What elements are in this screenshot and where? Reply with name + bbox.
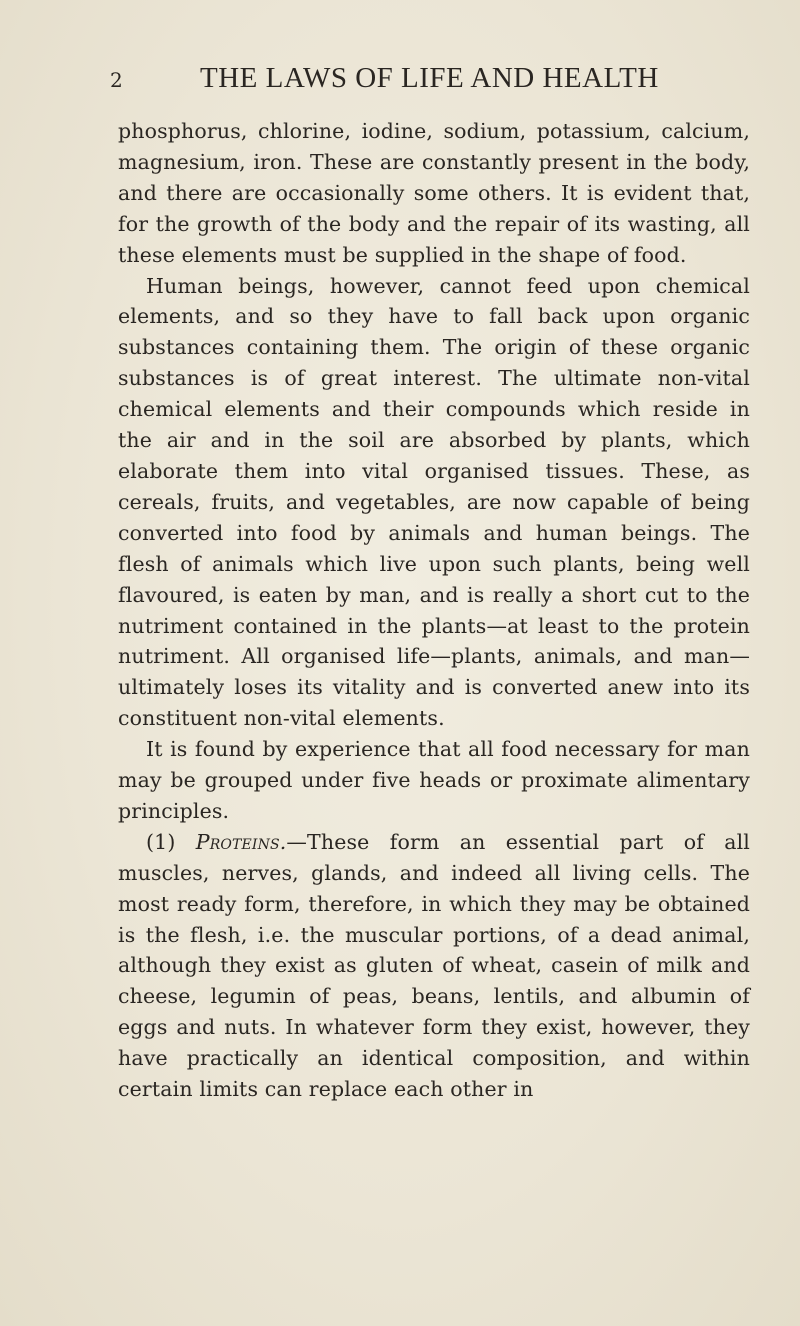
running-head: THE LAWS OF LIFE AND HEALTH xyxy=(200,62,659,94)
body-text xyxy=(118,116,750,1105)
section-heading-proteins: Proteins. xyxy=(195,829,287,854)
proteins-text: —These form an essential part of all muscles, nerves, glands, and indeed all living cells. The most ready form, therefore, in which they may be obtained is the flesh, i.e. the muscular portions, of a dead animal, although they exist as gluten of wheat, casein of milk and cheese, legumin of peas, beans, lentils, and albumin of eggs and nuts. In whatever form they exist, however, they have practically an identical composition, and within certain limits can replace each other in xyxy=(118,829,750,1102)
paragraph-continued: phosphorus, chlorine, iodine, sodium, potassium, calcium, magnesium, iron. These are constantly present in the body, and there are occasionally some others. It is evident that, for the growth of the body and the repair of its wasting, all these elements must be supplied in the shape of food. xyxy=(118,119,750,267)
page-header xyxy=(110,62,750,102)
paragraph-organic-substances: Human beings, however, cannot feed upon chemical elements, and so they have to fall back upon organic substances containing them. The origin of these organic substances is of great interest. The ultimate non-vital chemical elements and their compounds which reside in the air and in the soil are absorbed by plants, which elaborate them into vital organised tissues. These, as cereals, fruits, and vegetables, are now capable of being converted into food by animals and human beings. The flesh of animals which live upon such plants, being well flavoured, is eaten by man, and is really a short cut to the nutriment contained in the plants—at least to the protein nutriment. All organised life—plants, animals, and man—ultimately loses its vitality and is converted anew into its constituent non-vital elements. xyxy=(118,273,750,731)
section-number: (1) xyxy=(146,829,176,854)
paragraph-alimentary-principles: It is found by experience that all food necessary for man may be grouped under five heads or proximate alimentary principles. xyxy=(118,737,750,823)
page-number: 2 xyxy=(110,68,123,92)
paragraph-proteins xyxy=(118,827,750,1105)
